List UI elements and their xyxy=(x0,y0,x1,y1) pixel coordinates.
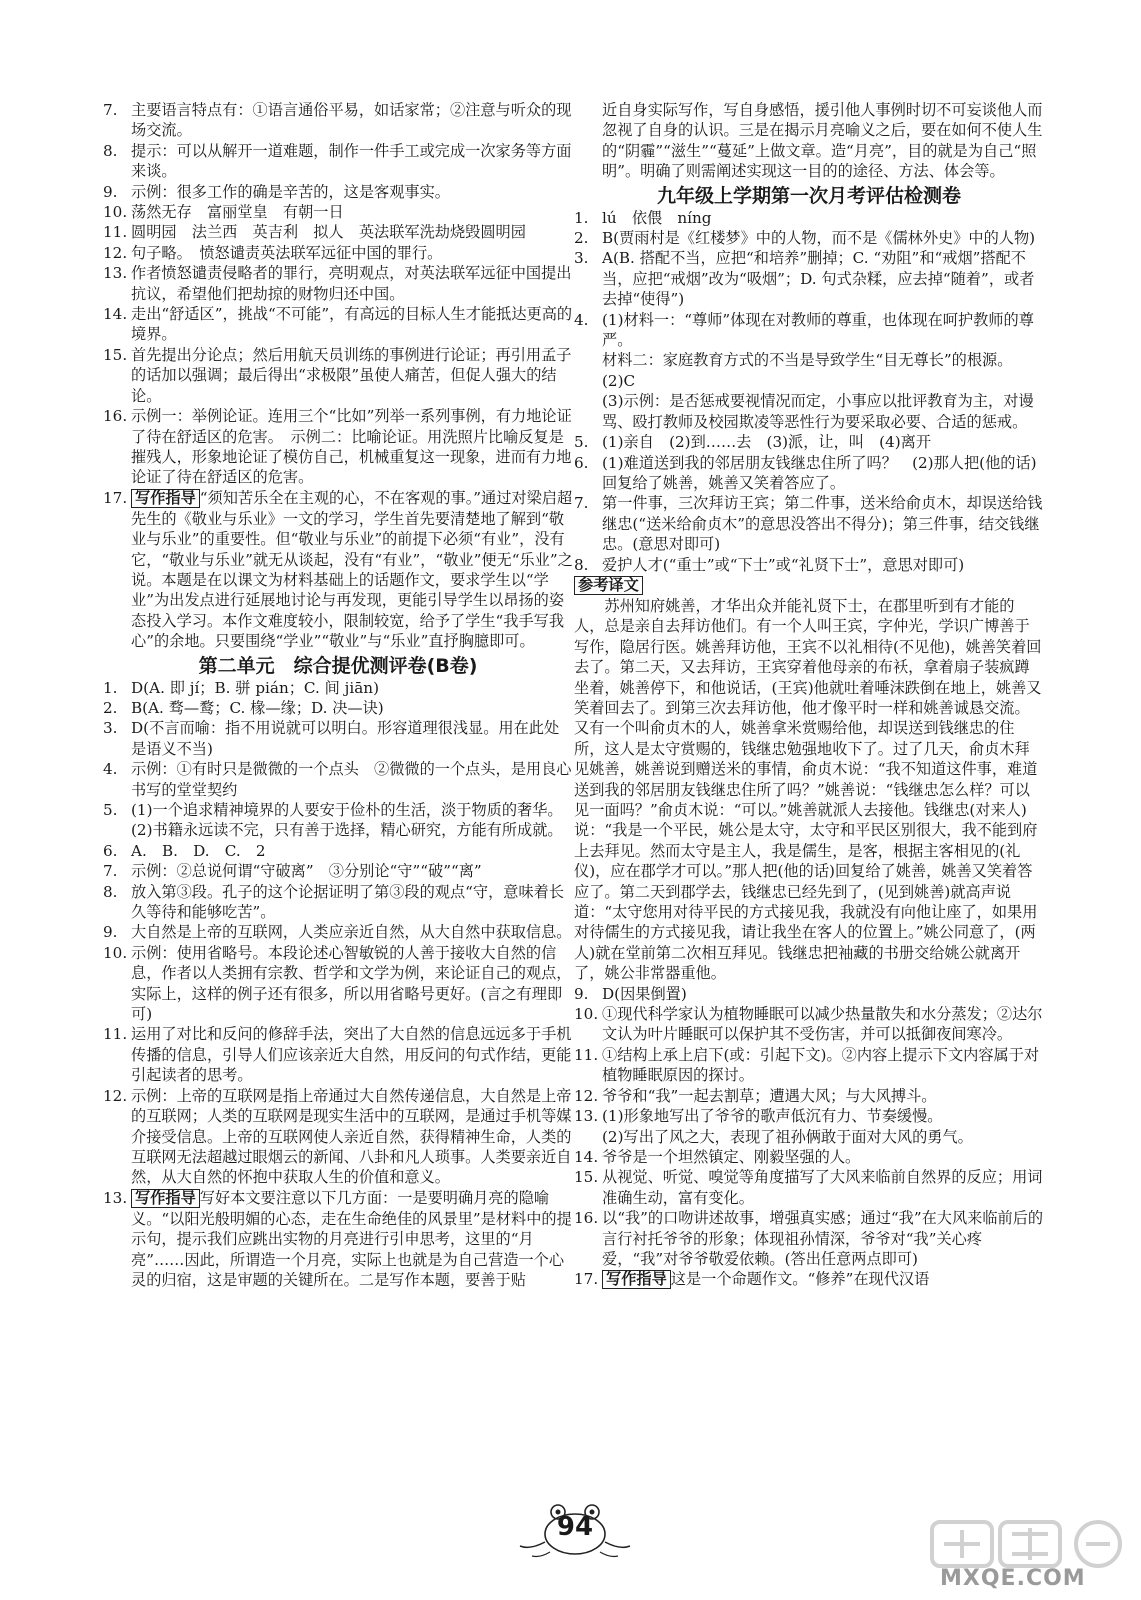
item-text: 从视觉、听觉、嗅觉等角度描写了大风来临前自然界的反应；用词准确生动，富有变化。 xyxy=(602,1168,1043,1207)
answer-item xyxy=(103,861,573,881)
answer-item xyxy=(103,141,573,182)
answer-item xyxy=(574,1086,1044,1106)
item-number: 17. xyxy=(574,1270,599,1289)
answer-item xyxy=(103,841,573,861)
item-number: 3. xyxy=(103,719,118,738)
item-text: ①现代科学家认为植物睡眠可以减少热量散失和水分蒸发；②达尔文认为叶片睡眠可以保护其不受伤害，并可以抵御夜间寒冷。 xyxy=(602,1005,1043,1044)
item-text: lú 依偎 níng xyxy=(602,208,712,227)
answer-item xyxy=(103,698,573,718)
answer-item xyxy=(103,202,573,222)
writing-guide-label: 写作指导 xyxy=(602,1270,671,1289)
answer-item xyxy=(574,493,1044,554)
item-text: 首先提出分论点；然后用航天员训练的事例进行论证；再引用孟子的话加以强调；最后得出“求极限”虽使人痛苦，但促人强大的结论。 xyxy=(131,345,572,405)
answer-list xyxy=(103,678,573,1188)
item-number: 11. xyxy=(574,1045,599,1064)
item-text: 第一件事，三次拜访王宾；第二件事，送米给俞贞木，却误送给钱继忠(“送米给俞贞木”的意思没答出不得分)；第三件事，结交钱继忠。(意思对即可) xyxy=(602,494,1043,554)
item-text: D(不言而喻：指不用说就可以明白。形容道理很浅显。用在此处是语义不当) xyxy=(131,719,560,758)
exam-section-title: 九年级上学期第一次月考评估检测卷 xyxy=(656,184,961,207)
writing-guide-label: 写作指导 xyxy=(131,1189,200,1208)
item-number: 8. xyxy=(574,555,589,574)
watermark-domain: MXQE.COM xyxy=(940,1566,1086,1591)
answer-item xyxy=(574,1208,1044,1269)
item-number: 14. xyxy=(574,1147,599,1166)
answer-item xyxy=(103,263,573,304)
item-text: 示例：使用省略号。本段论述心智敏锐的人善于接收大自然的信息，作者以人类拥有宗教、哲学和文学为例，来论证自己的观点，实际上，这样的例子还有很多，所以用省略号更好。(言之有理即可) xyxy=(131,943,572,1024)
item-text: (1)难道送到我的邻居朋友钱继忠住所了吗？ (2)那人把(他的话)回复给了姚善，姚善又笑着答应了。 xyxy=(602,453,1037,492)
item-text: A(B. 搭配不当，应把“和培养”删掉；C. “劝阻”和“戒烟”搭配不当，应把“戒烟”改为“吸烟”；D. 句式杂糅，应去掉“随着”，或者去掉“使得”) xyxy=(602,249,1035,309)
item-text: 提示：可以从解开一道难题，制作一件手工或完成一次家务等方面来谈。 xyxy=(131,141,572,181)
answer-item xyxy=(574,248,1044,309)
item-number: 1. xyxy=(574,208,589,227)
answer-item xyxy=(574,555,1044,575)
item-number: 9. xyxy=(103,182,118,201)
reference-translation-text: 苏州知府姚善，才华出众并能礼贤下士，在郡里听到有才能的人，总是亲自去拜访他们。有一个人叫王宾，字仲光，学识广博善于写作，隐居行医。姚善拜访他，王宾不以礼相待(不见他)，姚善笑着回去了。第二天，又去拜访，王宾穿着他母亲的布袄，拿着扇子装疯蹲坐着，姚善停下，和他说话，(王宾)他就吐着唾沫跌倒在地上，姚善又笑着回去了。到第三次去拜访他，他才像平时一样和姚善诚恳交流。又有一个叫俞贞木的人，姚善拿米赏赐给他，却误送到钱继忠的住所，这人是太守赏赐的，钱继忠勉强地收下了。过了几天，俞贞木拜见姚善，姚善说到赠送米的事情，俞贞木说：“我不知道这件事，难道送到我的邻居朋友钱继忠住所了吗？”姚善说：“钱继忠怎么样？可以见一面吗？”俞贞木说：“可以。”姚善就派人去接他。钱继忠(对来人)说：“我是一个平民，姚公是太守，太守和平民区别很大，我不能到府上去拜见。然而太守是主人，我是儒生，是客，根据主客相见的(礼仪)，应在郡学才可以。”那人把(他的话)回复给了姚善，姚善又笑着答应了。第二天到郡学去，钱继忠已经先到了，(见到姚善)就高声说道：“太守您用对待平民的方式接见我，我就没有向他让座了，如果用对待儒生的方式接见我，请让我坐在客人的位置上。”姚公同意了，(两人)就在堂前第二次相互拜见。钱继忠把袖藏的书册交给姚公就离开了，姚公非常器重他。 xyxy=(574,596,1042,983)
answer-item xyxy=(103,243,573,263)
answer-item-13-writing-guide xyxy=(103,1188,573,1291)
item-text: 主要语言特点有：①语言通俗平易，如话家常；②注意与听众的现场交流。 xyxy=(131,101,572,140)
answer-item xyxy=(103,678,573,698)
answer-item xyxy=(574,310,1044,432)
item-text: 爱护人才(“重士”或“下士”或“礼贤下士”，意思对即可) xyxy=(602,555,965,574)
item-number: 14. xyxy=(103,305,128,324)
item-number: 12. xyxy=(103,243,128,262)
item-number: 11. xyxy=(103,1025,128,1044)
item-number: 12. xyxy=(103,1086,128,1105)
item-number: 12. xyxy=(574,1086,599,1105)
item-text: 作者愤怒谴责侵略者的罪行，亮明观点，对英法联军远征中国提出抗议，希望他们把劫掠的财物归还中国。 xyxy=(131,264,572,303)
item-number: 4. xyxy=(103,760,118,779)
item-number: 16. xyxy=(103,407,128,426)
answer-item xyxy=(103,100,573,141)
answer-item xyxy=(574,1147,1044,1167)
page-number: 94 xyxy=(556,1512,594,1542)
item-number: 16. xyxy=(574,1209,599,1228)
item-text: B(A. 骛—鹜；C. 椽—缘；D. 决—诀) xyxy=(131,698,384,717)
item-number: 7. xyxy=(574,494,589,513)
item-number: 9. xyxy=(103,923,118,942)
item-number: 13. xyxy=(103,1188,128,1207)
right-column xyxy=(574,100,1044,1290)
item-text: B(贾雨村是《红楼梦》中的人物，而不是《儒林外史》中的人物) xyxy=(602,229,1036,248)
item-text: (1)亲自 (2)到……去 (3)派，让，叫 (4)离开 xyxy=(602,433,932,452)
item-text: (1)一个追求精神境界的人要安于俭朴的生活，淡于物质的奢华。 (2)书籍永远读不完，只有善于选择，精心研究，方能有所成就。 xyxy=(131,801,571,840)
item-number: 6. xyxy=(103,841,118,860)
answer-list xyxy=(103,100,573,488)
item-number: 8. xyxy=(103,141,118,160)
item-text: 荡然无存 富丽堂皇 有朝一日 xyxy=(131,203,344,222)
item-text: 爷爷和“我”一起去割草；遭遇大风；与大风搏斗。 xyxy=(602,1086,937,1105)
item-number: 3. xyxy=(574,249,589,268)
answer-item xyxy=(574,1106,1044,1147)
item-number: 5. xyxy=(103,801,118,819)
answer-item xyxy=(103,304,573,345)
item-text: A. B. D. C. 2 xyxy=(131,841,266,860)
item-text: D(因果倒置) xyxy=(602,984,687,1003)
item-text: ①结构上承上启下(或：引起下文)。②内容上提示下文内容属于对植物睡眠原因的探讨。 xyxy=(602,1045,1040,1085)
item-number: 2. xyxy=(574,229,589,248)
answer-item xyxy=(103,718,573,759)
item-text: 圆明园 法兰西 英吉利 拟人 英法联军洗劫烧毁圆明园 xyxy=(131,223,526,242)
answer-list xyxy=(574,984,1044,1270)
answer-item xyxy=(103,1024,573,1085)
item-number: 13. xyxy=(574,1107,599,1126)
answer-item xyxy=(574,228,1044,248)
reference-translation-label: 参考译文 xyxy=(574,576,643,595)
item-text: (1)形象地写出了爷爷的歌声低沉有力、节奏缓慢。 (2)写出了风之大，表现了祖孙俩敢于面对大风的勇气。 xyxy=(602,1107,973,1146)
answer-item xyxy=(103,345,573,406)
item-number: 6. xyxy=(574,453,589,472)
item-number: 1. xyxy=(103,678,118,697)
item-text: 句子略。 愤怒谴责英法联军远征中国的罪行。 xyxy=(131,243,443,262)
item-number: 10. xyxy=(103,203,128,222)
item-number: 15. xyxy=(103,345,128,364)
item-text: 示例：上帝的互联网是指上帝通过大自然传递信息，大自然是上帝的互联网；人类的互联网是现实生活中的互联网，是通过手机等媒介接受信息。上帝的互联网使人亲近自然，获得精神生命，人类的互联网无法超越过眼烟云的新闻、八卦和凡人琐事。人类要亲近自然，从大自然的怀抱中获取人生的价值和意义。 xyxy=(131,1086,572,1187)
answer-item xyxy=(103,406,573,488)
item-text: 大自然是上帝的互联网，人类应亲近自然，从大自然中获取信息。 xyxy=(131,923,572,942)
item-text: 示例：很多工作的确是辛苦的，这是客观事实。 xyxy=(131,182,450,201)
answer-item xyxy=(103,222,573,242)
answer-list xyxy=(574,208,1044,575)
item-text: D(A. 即 jí；B. 骈 pián；C. 间 jiān) xyxy=(131,678,380,697)
item-number: 10. xyxy=(103,943,128,962)
item-number: 13. xyxy=(103,264,128,283)
answer-item xyxy=(103,759,573,800)
answer-item xyxy=(574,1004,1044,1045)
item-text: 示例：①有时只是微微的一个点头 ②微微的一个点头，是用良心书写的堂堂契约 xyxy=(131,760,572,799)
item-number: 8. xyxy=(103,882,118,901)
item-number: 15. xyxy=(574,1168,599,1187)
answer-item xyxy=(574,453,1044,494)
item-text: 走出“舒适区”，挑战“不可能”，有高远的目标人生才能抵达更高的境界。 xyxy=(131,305,573,344)
answer-item xyxy=(574,208,1044,228)
left-column xyxy=(103,100,573,1290)
answer-item xyxy=(574,1167,1044,1208)
item-number: 10. xyxy=(574,1005,599,1024)
answer-item xyxy=(103,182,573,202)
item-text: 爷爷是一个坦然镇定、刚毅坚强的人。 xyxy=(602,1147,861,1166)
answer-item xyxy=(103,1086,573,1188)
answer-item xyxy=(574,984,1044,1004)
unit-section-title: 第二单元 综合提优测评卷(B卷) xyxy=(198,654,478,677)
writing-guide-label: 写作指导 xyxy=(131,489,200,508)
item-text: 以“我”的口吻讲述故事，增强真实感；通过“我”在大风来临前后的言行衬托爷爷的形象；体现祖孙情深，爷爷对“我”关心疼爱，“我”对爷爷敬爱依赖。(答出任意两点即可) xyxy=(602,1209,1044,1268)
item-text: 示例一：举例论证。连用三个“比如”列举一系列事例，有力地论证了待在舒适区的危害。 示例二：比喻论证。用洗照片比喻反复是摧残人，形象地论证了模仿自己，机械重复这一现象，进而有力地论证了待在舒适区的危害。 xyxy=(131,407,572,487)
item-text: 示例：②总说何谓“守破离” ③分别论“守”“破”“离” xyxy=(131,862,482,881)
item-number: 9. xyxy=(574,984,589,1003)
answer-item xyxy=(574,1045,1044,1086)
item-number: 5. xyxy=(574,433,589,452)
answer-item xyxy=(103,882,573,923)
answer-item-17-writing-guide xyxy=(103,488,573,652)
item-number: 17. xyxy=(103,488,128,507)
item-text: (1)材料一：“尊师”体现在对教师的尊重，也体现在呵护教师的尊严。 材料二：家庭教育方式的不当是导致学生“目无尊长”的根源。 (2)C (3)示例：是否惩戒要视情况而定，小事应以批评教育为主，对谩骂、殴打教师及校园欺凌等恶性行为要采取必要、合适的惩戒。 xyxy=(602,310,1034,431)
item-number: 2. xyxy=(103,698,118,717)
writing-guide-text: 这是一个命题作文。“修养”在现代汉语 xyxy=(670,1270,930,1289)
item-number: 4. xyxy=(574,310,589,329)
answer-item xyxy=(574,432,1044,452)
item-text: 放入第③段。孔子的这个论据证明了第③段的观点“守，意味着长久等待和能够吃苦”。 xyxy=(131,882,565,922)
item-text: 运用了对比和反问的修辞手法，突出了大自然的信息远远多于手机传播的信息，引导人们应该亲近大自然，用反问的句式作结，更能引起读者的思考。 xyxy=(131,1025,572,1085)
answer-item-17-writing-guide xyxy=(574,1269,1044,1290)
answer-item xyxy=(103,943,573,1025)
continued-paragraph: 近自身实际写作，写自身感悟，援引他人事例时切不可妄谈他人而忽视了自身的认识。三是在揭示月亮喻义之后，要在如何不使人生的“阴霾”“滋生”“蔓延”上做文章。造“月亮”，目的就是为自己“照明”。明确了则需阐述实现这一目的的途径、方法、体会等。 xyxy=(602,101,1043,181)
writing-guide-text: 写好本文要注意以下几方面：一是要明确月亮的隐喻义。“以阳光般明媚的心态，走在生命绝佳的风景里”是材料中的提示句，提示我们应跳出实物的月亮进行引申思考，这里的“月亮”……因此，所谓造一个月亮，实际上也就是为自己营造一个心灵的归宿，这是审题的关键所在。二是写作本题，要善于贴 xyxy=(131,1188,572,1289)
answer-item xyxy=(103,922,573,942)
item-number: 11. xyxy=(103,223,128,242)
item-number: 7. xyxy=(103,101,118,119)
answer-item xyxy=(103,800,573,841)
item-number: 7. xyxy=(103,862,118,881)
writing-guide-text: “须知苦乐全在主观的心，不在客观的事。”通过对梁启超先生的《敬业与乐业》一文的学习，学生首先要清楚地了解到“敬业与乐业”的重要性。但“敬业与乐业”的前提下必须“有业”，没有它，“敬业与乐业”就无从谈起，没有“有业”，“敬业”便无“乐业”之说。本题是在以课文为材料基础上的话题作文，要求学生以“学业”为出发点进行延展地讨论与再发现，更能引导学生以昂扬的姿态投入学习。本作文难度较小，限制较宽，给予了学生“我手写我心”的余地。只要围绕“学业”“敬业”与“乐业”直抒胸臆即可。 xyxy=(131,488,573,651)
